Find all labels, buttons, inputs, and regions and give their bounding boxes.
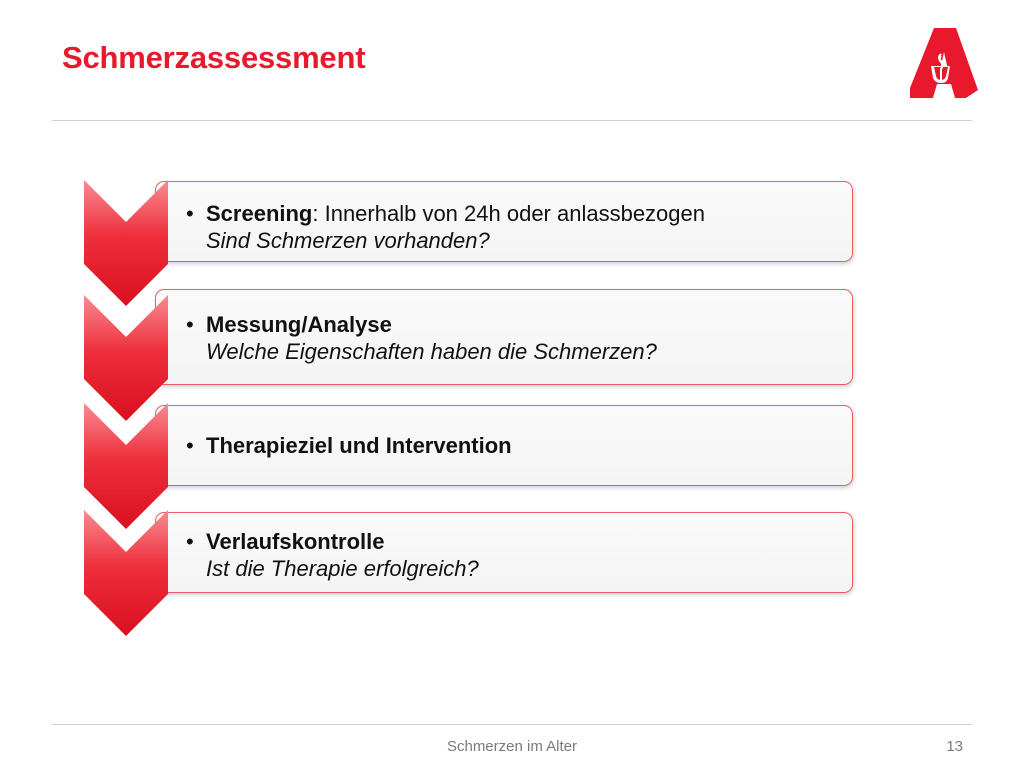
bullet: • [186,529,194,554]
bullet: • [186,312,194,337]
page-number: 13 [946,738,963,755]
bullet: • [186,433,194,458]
step-box-therapieziel [155,405,853,486]
step-label: Screening [206,201,313,226]
step-box-screening [155,181,853,262]
step-question: Welche Eigenschaften haben die Schmerzen? [206,339,657,364]
chevron-step-4 [84,510,174,636]
slide-title: Schmerzassessment [62,40,366,75]
footer-title: Schmerzen im Alter [446,738,578,755]
step-label: Therapieziel und Intervention [206,433,512,458]
step-label: Messung/Analyse [206,312,392,337]
step-question: Ist die Therapie erfolgreich? [206,556,479,581]
step-detail: : Innerhalb von 24h oder anlassbezogen [312,201,706,226]
footer-divider [52,724,972,725]
chevron-step-1 [84,180,174,306]
bullet: • [186,201,194,226]
step-box-verlaufskontrolle [155,512,853,593]
step-box-messung [155,289,853,385]
step-label: Verlaufskontrolle [206,529,385,554]
step-question: Sind Schmerzen vorhanden? [206,228,490,253]
